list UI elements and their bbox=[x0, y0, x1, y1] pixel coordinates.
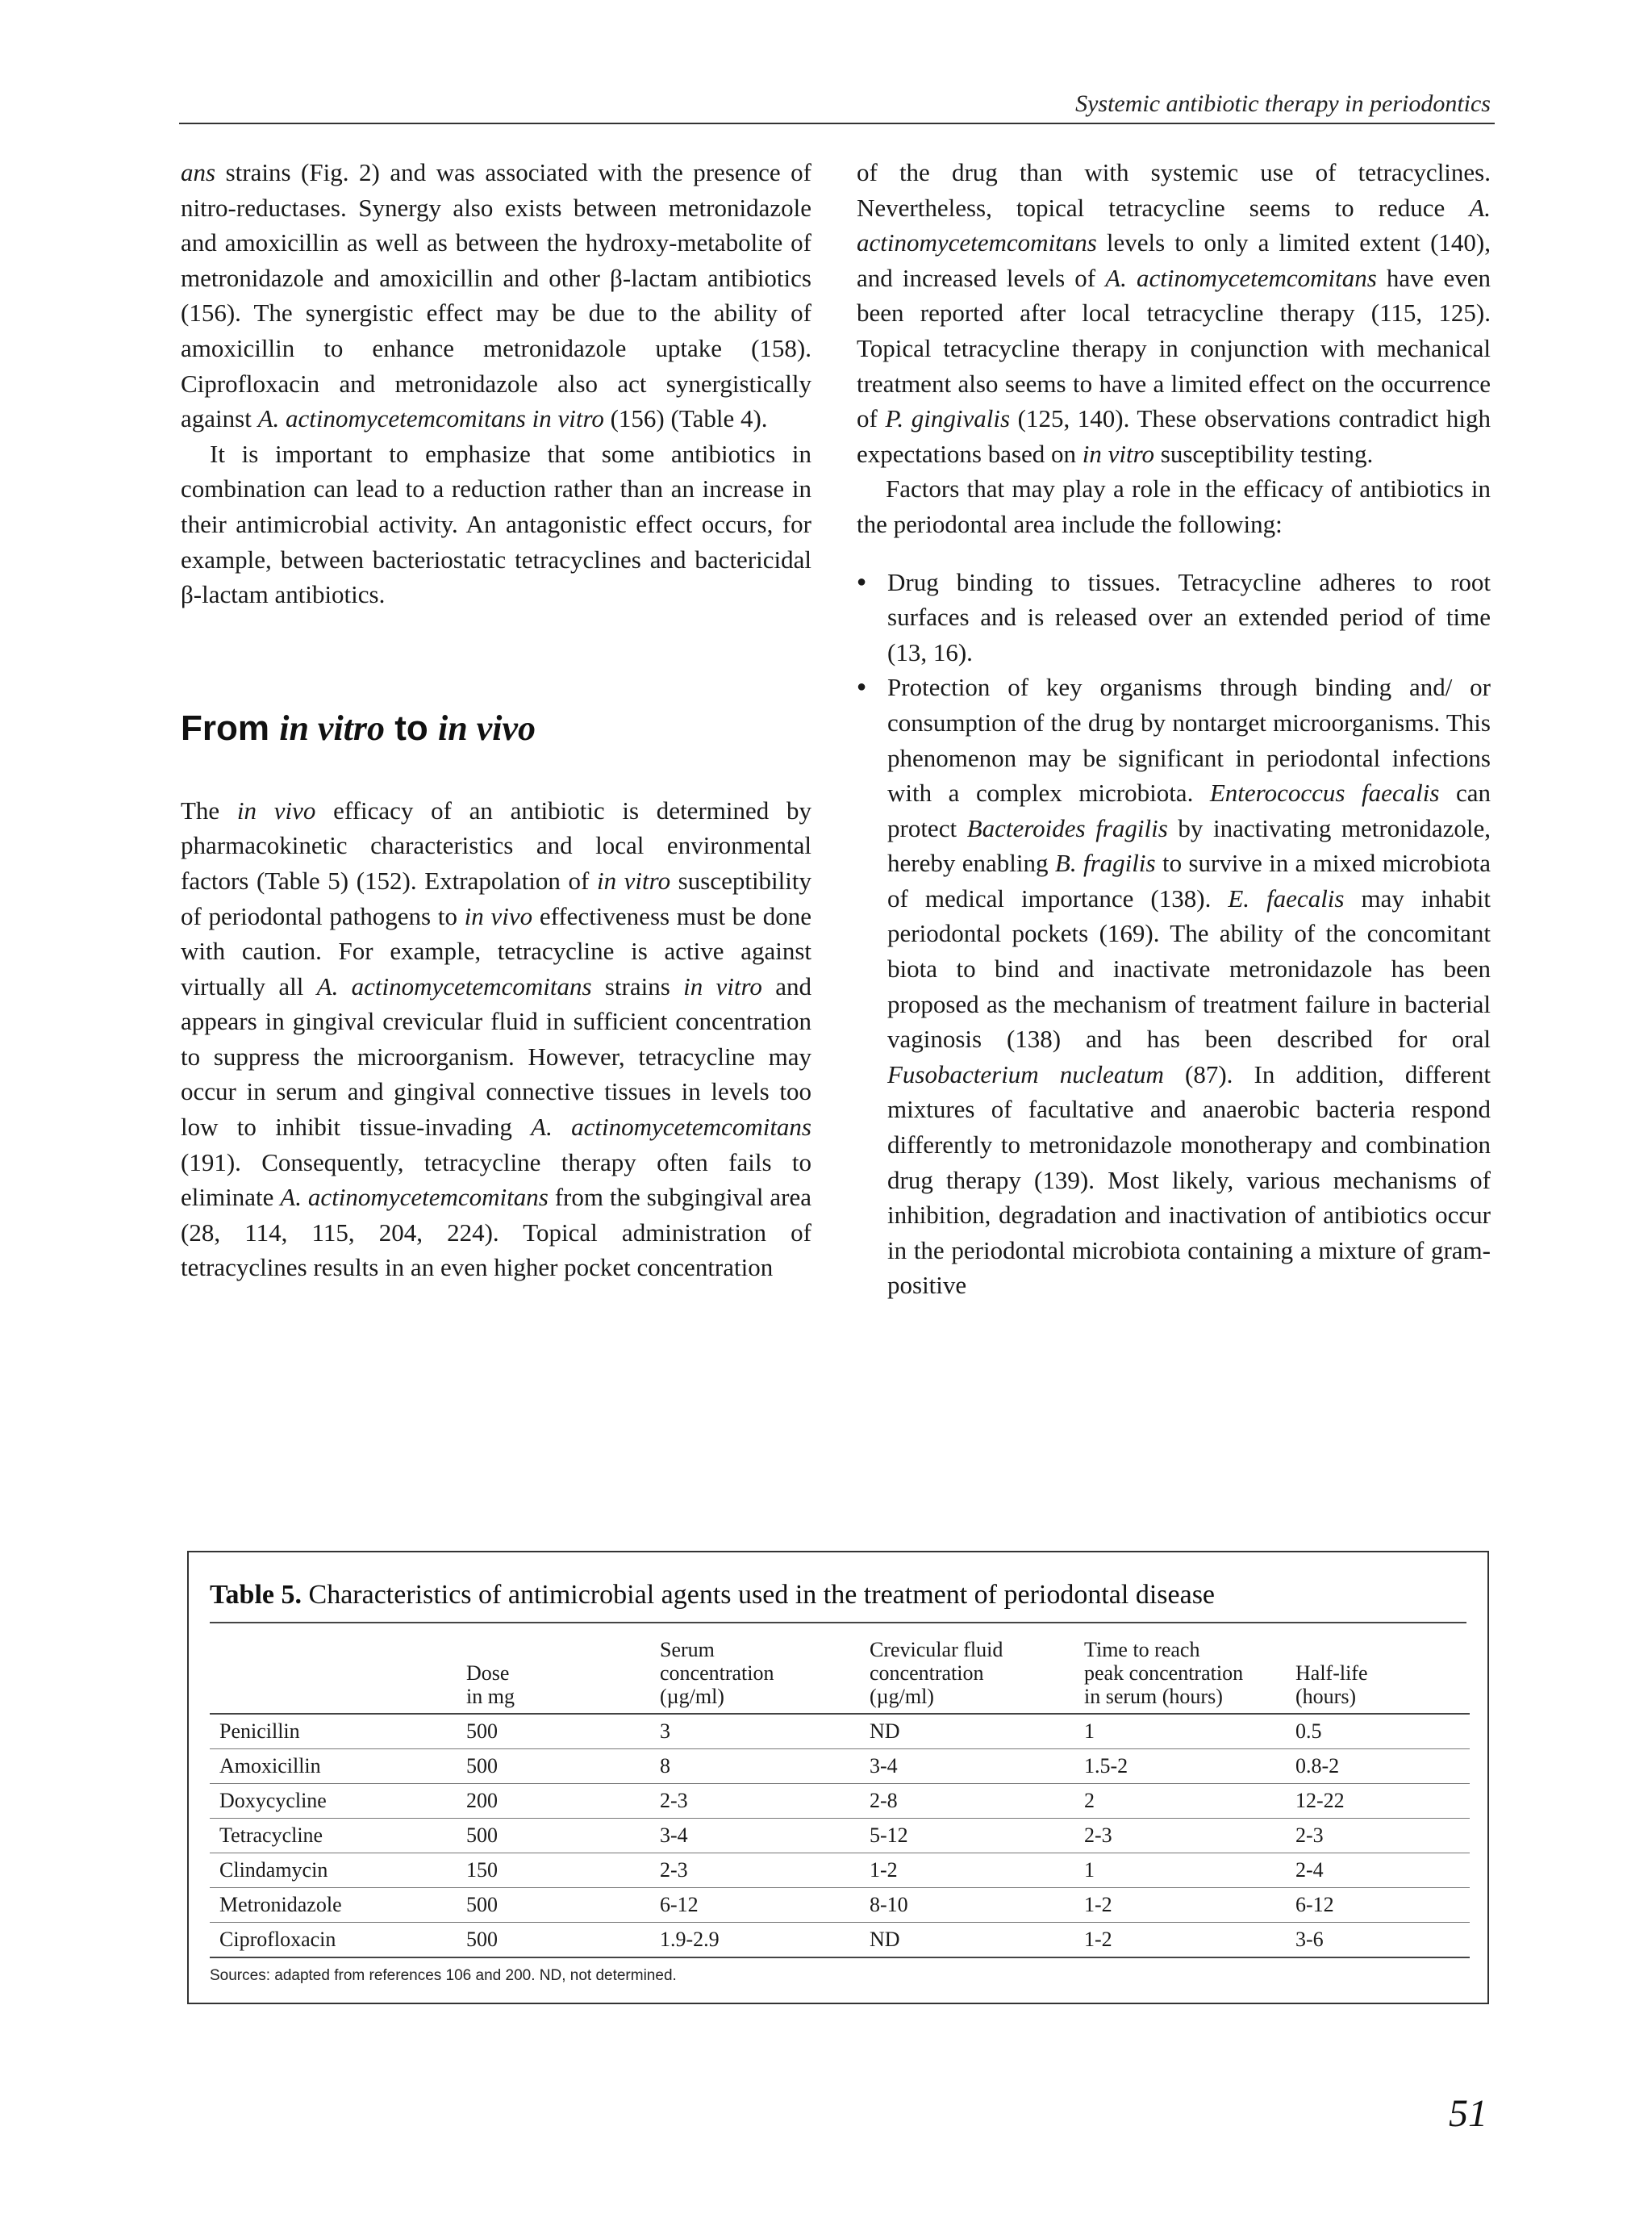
left-column bbox=[181, 155, 811, 1285]
table-row bbox=[210, 1749, 1470, 1784]
cell-dose: 500 bbox=[466, 1749, 660, 1784]
cell-half-life: 12-22 bbox=[1295, 1784, 1470, 1819]
cell-agent: Clindamycin bbox=[210, 1853, 466, 1888]
table-body bbox=[210, 1714, 1470, 1957]
header-half-life: Half-life (hours) bbox=[1295, 1638, 1470, 1714]
cell-time-to-peak: 2-3 bbox=[1084, 1819, 1295, 1853]
cell-dose: 500 bbox=[466, 1923, 660, 1958]
right-paragraph-2: Factors that may play a role in the efficacy of antibiotics in the periodontal area include the following: bbox=[857, 474, 1491, 538]
header-crevicular: Crevicular fluid concentration (µg/ml) bbox=[870, 1638, 1084, 1714]
left-paragraph-1: ans strains (Fig. 2) and was associated with the presence of nitro-reductases. Synergy also exists between metronidazole and amoxicillin as well as between the hydroxy-metabolite of metronidazole and amoxicillin and other β-lactam antibiotics (156). The synergistic effect may be due to the ability of amoxicillin to enhance metronidazole uptake (158). Ciprofloxacin and metronidazole also act synergistically against A. actinomycetemcomitans in vitro (156) (Table 4). bbox=[181, 158, 811, 433]
header-dose: Dose in mg bbox=[466, 1638, 660, 1714]
table-row bbox=[210, 1853, 1470, 1888]
cell-serum: 3-4 bbox=[660, 1819, 870, 1853]
cell-dose: 200 bbox=[466, 1784, 660, 1819]
cell-serum: 3 bbox=[660, 1714, 870, 1749]
cell-crevicular: ND bbox=[870, 1714, 1084, 1749]
page-number: 51 bbox=[1449, 2092, 1487, 2135]
antimicrobial-table bbox=[210, 1638, 1470, 1958]
table-caption: Characteristics of antimicrobial agents used in the treatment of periodontal disease bbox=[308, 1580, 1216, 1610]
table-row bbox=[210, 1714, 1470, 1749]
left-paragraph-2: It is important to emphasize that some antibiotics in combination can lead to a reduction rather than an increase in their antimicrobial activity. An antagonistic effect occurs, for example, between bacteriostatic tetracyclines and bactericidal β-lactam antibiotics. bbox=[181, 439, 811, 609]
factor-item: ● Drug binding to tissues. Tetracycline adheres to root surfaces and is released over an extended period of time (13, 16). bbox=[857, 565, 1491, 670]
header-serum: Serum concentration (µg/ml) bbox=[660, 1638, 870, 1714]
cell-agent: Metronidazole bbox=[210, 1888, 466, 1923]
table-row bbox=[210, 1923, 1470, 1958]
cell-agent: Ciprofloxacin bbox=[210, 1923, 466, 1958]
cell-serum: 8 bbox=[660, 1749, 870, 1784]
cell-crevicular: 5-12 bbox=[870, 1819, 1084, 1853]
cell-crevicular: ND bbox=[870, 1923, 1084, 1958]
table-row bbox=[210, 1819, 1470, 1853]
cell-crevicular: 2-8 bbox=[870, 1784, 1084, 1819]
cell-half-life: 2-4 bbox=[1295, 1853, 1470, 1888]
cell-time-to-peak: 2 bbox=[1084, 1784, 1295, 1819]
cell-serum: 2-3 bbox=[660, 1853, 870, 1888]
cell-half-life: 6-12 bbox=[1295, 1888, 1470, 1923]
table-header-row bbox=[210, 1638, 1470, 1714]
table-source-note: Sources: adapted from references 106 and 200. ND, not determined. bbox=[210, 1967, 677, 1984]
cell-agent: Penicillin bbox=[210, 1714, 466, 1749]
header-rule bbox=[179, 123, 1495, 124]
cell-agent: Amoxicillin bbox=[210, 1749, 466, 1784]
left-paragraph-3: The in vivo efficacy of an antibiotic is determined by pharmacokinetic characteristics and local environmental factors (Table 5) (152). Extrapolation of in vitro susceptibility of periodontal pathogens to in vivo effectiveness must be done with caution. For example, tetracycline is active against virtually all A. actinomycetemcomitans strains in vitro and appears in gingival crevicular fluid in sufficient concentration to suppress the microorganism. However, tetracycline may occur in serum and gingival connective tissues in levels too low to inhibit tissue-invading A. actinomycetemcomitans (191). Consequently, tetracycline therapy often fails to eliminate A. actinomycetemcomitans from the subgingival area (28, 114, 115, 204, 224). Topical administration of tetracyclines results in an even higher pocket concentration bbox=[181, 796, 812, 1282]
header-time-to-peak: Time to reach peak concentration in serum (hours) bbox=[1084, 1638, 1295, 1714]
cell-crevicular: 8-10 bbox=[870, 1888, 1084, 1923]
right-paragraph-1: of the drug than with systemic use of tetracyclines. Nevertheless, topical tetracycline seems to reduce A. actinomycetemcomitans levels to only a limited extent (140), and increased levels of A. actinomycetemcomitans have even been reported after local tetracycline therapy (115, 125). Topical tetracycline therapy in conjunction with mechanical treatment also seems to have a limited effect on the occurrence of P. gingivalis (125, 140). These observations contradict high expectations based on in vitro susceptibility testing. bbox=[857, 158, 1491, 468]
header-agent bbox=[210, 1638, 466, 1714]
cell-half-life: 0.5 bbox=[1295, 1714, 1470, 1749]
factor-list bbox=[857, 565, 1491, 1303]
cell-time-to-peak: 1.5-2 bbox=[1084, 1749, 1295, 1784]
cell-half-life: 0.8-2 bbox=[1295, 1749, 1470, 1784]
cell-dose: 500 bbox=[466, 1888, 660, 1923]
cell-dose: 150 bbox=[466, 1853, 660, 1888]
table-5 bbox=[187, 1551, 1489, 2004]
cell-time-to-peak: 1 bbox=[1084, 1714, 1295, 1749]
cell-serum: 1.9-2.9 bbox=[660, 1923, 870, 1958]
cell-half-life: 2-3 bbox=[1295, 1819, 1470, 1853]
cell-half-life: 3-6 bbox=[1295, 1923, 1470, 1958]
section-heading: From in vitro to in vivo bbox=[181, 708, 536, 748]
cell-dose: 500 bbox=[466, 1714, 660, 1749]
table-row bbox=[210, 1888, 1470, 1923]
running-header: Systemic antibiotic therapy in periodontics bbox=[1075, 90, 1491, 117]
cell-serum: 2-3 bbox=[660, 1784, 870, 1819]
cell-serum: 6-12 bbox=[660, 1888, 870, 1923]
table-title-rule bbox=[210, 1622, 1466, 1623]
cell-dose: 500 bbox=[466, 1819, 660, 1853]
cell-crevicular: 1-2 bbox=[870, 1853, 1084, 1888]
cell-agent: Tetracycline bbox=[210, 1819, 466, 1853]
table-title bbox=[210, 1580, 1215, 1610]
table-label: Table 5. bbox=[210, 1580, 302, 1610]
right-column bbox=[857, 155, 1491, 1303]
cell-agent: Doxycycline bbox=[210, 1784, 466, 1819]
cell-time-to-peak: 1-2 bbox=[1084, 1923, 1295, 1958]
cell-time-to-peak: 1-2 bbox=[1084, 1888, 1295, 1923]
cell-crevicular: 3-4 bbox=[870, 1749, 1084, 1784]
factor-item: ● Protection of key organisms through binding and/ or consumption of the drug by nontarget microorganisms. This phenomenon may be significant in periodontal infections with a complex microbiota. Enterococcus faecalis can protect Bacteroides fragilis by inactivating metronidazole, hereby enabling B. fragilis to survive in a mixed microbiota of medical importance (138). E. faecalis may inhabit periodontal pockets (169). The ability of the concomitant biota to bind and inactivate metronidazole has been proposed as the mechanism of treatment failure in bacterial vaginosis (138) and has been described for oral Fusobacterium nucleatum (87). In addition, different mixtures of facultative and anaerobic bacteria respond differently to metronidazole monotherapy and combination drug therapy (139). Most likely, various mechanisms of inhibition, degradation and inactivation of antibiotics occur in the periodontal microbiota containing a mixture of gram-positive bbox=[857, 670, 1491, 1303]
cell-time-to-peak: 1 bbox=[1084, 1853, 1295, 1888]
table-row bbox=[210, 1784, 1470, 1819]
